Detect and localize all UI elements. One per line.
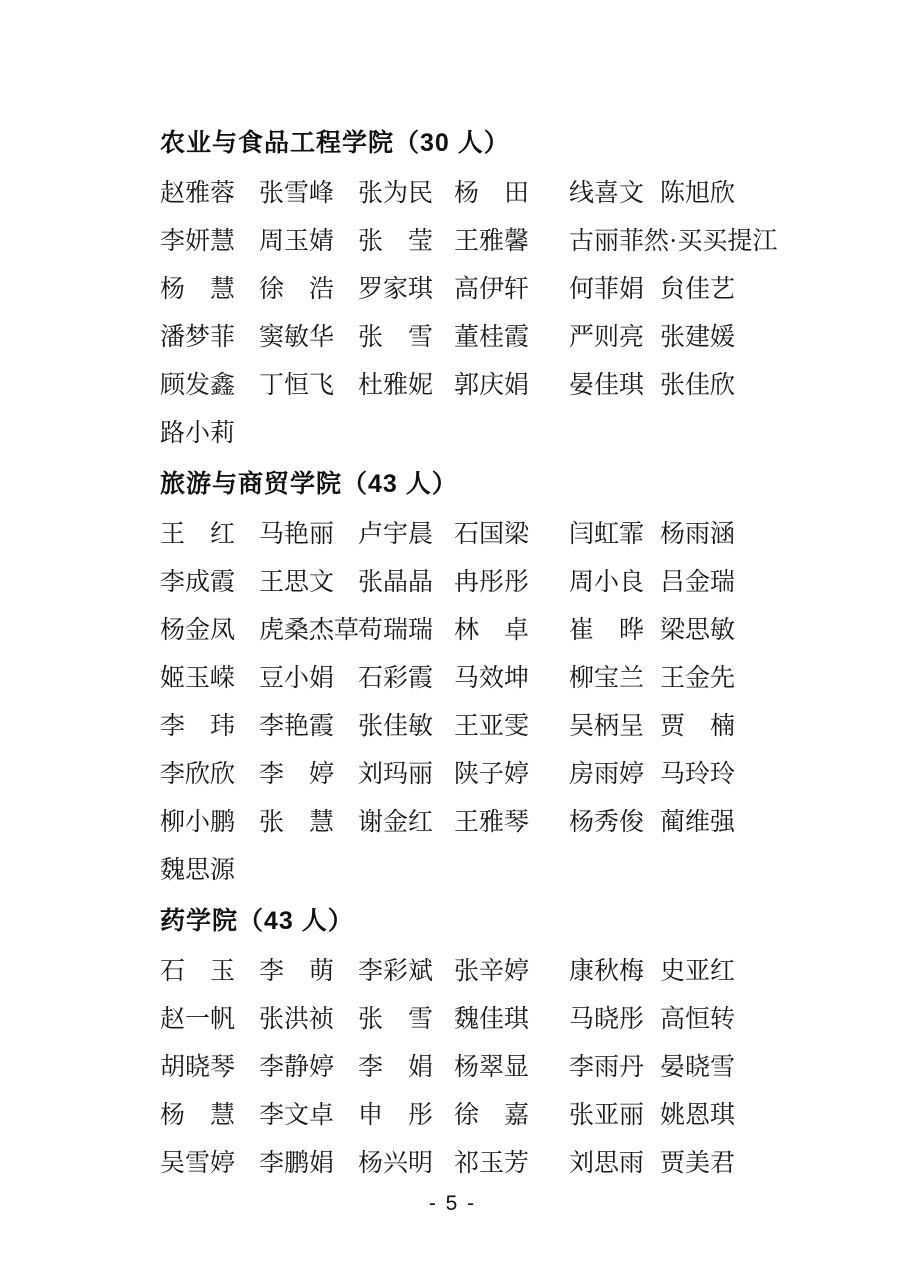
section-title: 农业与食品工程学院（30 人） — [160, 129, 510, 157]
name-row — [160, 959, 820, 1007]
student-name: 王金先 — [660, 665, 736, 692]
student-name: 李彩斌 — [358, 958, 434, 985]
student-name: 李鹏娟 — [259, 1150, 335, 1177]
student-name: 柳宝兰 — [569, 665, 645, 692]
student-name: 赵雅蓉 — [160, 180, 236, 207]
student-name: 贾美君 — [660, 1150, 736, 1177]
section-title: 药学院（43 人） — [160, 907, 354, 935]
student-name: 胡晓琴 — [160, 1054, 236, 1081]
name-row — [160, 421, 820, 469]
name-row — [160, 522, 820, 570]
student-name: 房雨婷 — [569, 761, 645, 788]
student-name: 张佳欣 — [660, 372, 736, 399]
student-name: 吴柄呈 — [569, 713, 645, 740]
student-name: 杨翠显 — [454, 1054, 530, 1081]
student-name: 梁思敏 — [660, 617, 736, 644]
student-name: 魏思源 — [160, 857, 236, 884]
name-row — [160, 762, 820, 810]
student-name: 晏佳琪 — [569, 372, 645, 399]
name-list-content — [160, 128, 820, 1199]
student-name: 崔 晔 — [569, 617, 645, 644]
student-name: 张晶晶 — [358, 569, 434, 596]
student-name: 郭庆娟 — [454, 372, 530, 399]
student-name: 刘思雨 — [569, 1150, 645, 1177]
student-name: 张辛婷 — [454, 958, 530, 985]
student-name: 苟瑞瑞 — [358, 617, 434, 644]
name-row — [160, 373, 820, 421]
student-name: 周小良 — [569, 569, 645, 596]
student-name: 陈旭欣 — [660, 180, 736, 207]
student-name: 卢宇晨 — [358, 521, 434, 548]
college-section — [160, 128, 820, 469]
student-name: 杨兴明 — [358, 1150, 434, 1177]
student-name: 张 莹 — [358, 228, 434, 255]
student-name: 李 玮 — [160, 713, 236, 740]
student-name: 王亚雯 — [454, 713, 530, 740]
student-name: 石 玉 — [160, 958, 236, 985]
student-name: 高恒转 — [660, 1006, 736, 1033]
name-row — [160, 181, 820, 229]
name-row — [160, 277, 820, 325]
student-name: 马玲玲 — [660, 761, 736, 788]
name-row — [160, 1007, 820, 1055]
student-name: 窦敏华 — [259, 324, 335, 351]
student-name: 柳小鹏 — [160, 809, 236, 836]
student-name: 潘梦菲 — [160, 324, 236, 351]
student-name: 石彩霞 — [358, 665, 434, 692]
student-name: 杨金凤 — [160, 617, 236, 644]
student-name: 李文卓 — [259, 1102, 335, 1129]
student-name: 冉彤彤 — [454, 569, 530, 596]
student-name: 姬玉嵘 — [160, 665, 236, 692]
student-name: 张洪祯 — [259, 1006, 335, 1033]
student-name: 王雅琴 — [454, 809, 530, 836]
student-name: 史亚红 — [660, 958, 736, 985]
student-name: 张佳敏 — [358, 713, 434, 740]
student-name: 周玉婧 — [259, 228, 335, 255]
student-name: 李静婷 — [259, 1054, 335, 1081]
student-name: 董桂霞 — [454, 324, 530, 351]
student-name: 张建媛 — [660, 324, 736, 351]
student-name: 刘玛丽 — [358, 761, 434, 788]
student-name: 马艳丽 — [259, 521, 335, 548]
name-row — [160, 666, 820, 714]
student-name: 杜雅妮 — [358, 372, 434, 399]
student-name: 石国梁 — [454, 521, 530, 548]
name-row — [160, 810, 820, 858]
student-name: 杨 慧 — [160, 276, 236, 303]
student-name: 李 萌 — [259, 958, 335, 985]
name-row — [160, 858, 820, 906]
student-name: 贾 楠 — [660, 713, 736, 740]
student-name: 闫虹霏 — [569, 521, 645, 548]
student-name: 杨 田 — [454, 180, 530, 207]
student-name: 王思文 — [259, 569, 335, 596]
student-name: 李 娟 — [358, 1054, 434, 1081]
student-name: 罗家琪 — [358, 276, 434, 303]
student-name: 晏晓雪 — [660, 1054, 736, 1081]
student-name: 杨秀俊 — [569, 809, 645, 836]
page-number: - 5 - — [428, 1192, 477, 1215]
student-name: 吴雪婷 — [160, 1150, 236, 1177]
student-name: 魏佳琪 — [454, 1006, 530, 1033]
name-row — [160, 570, 820, 618]
name-row — [160, 714, 820, 762]
student-name: 贠佳艺 — [660, 276, 736, 303]
student-name: 张亚丽 — [569, 1102, 645, 1129]
student-name: 李妍慧 — [160, 228, 236, 255]
student-name: 陕子婷 — [454, 761, 530, 788]
student-name: 路小莉 — [160, 420, 236, 447]
student-name: 申 彤 — [358, 1102, 434, 1129]
student-name: 王雅馨 — [454, 228, 530, 255]
student-name: 祁玉芳 — [454, 1150, 530, 1177]
student-name: 杨雨涵 — [660, 521, 736, 548]
student-name: 豆小娟 — [259, 665, 335, 692]
student-name: 李成霞 — [160, 569, 236, 596]
name-row — [160, 618, 820, 666]
student-name: 虎桑杰草 — [259, 617, 360, 644]
student-name: 马效坤 — [454, 665, 530, 692]
student-name: 严则亮 — [569, 324, 645, 351]
student-name: 徐 浩 — [259, 276, 335, 303]
student-name: 张 慧 — [259, 809, 335, 836]
student-name: 顾发鑫 — [160, 372, 236, 399]
student-name: 张 雪 — [358, 1006, 434, 1033]
student-name: 高伊轩 — [454, 276, 530, 303]
student-name: 王 红 — [160, 521, 236, 548]
student-name: 马晓彤 — [569, 1006, 645, 1033]
name-row — [160, 325, 820, 373]
name-row — [160, 1103, 820, 1151]
student-name: 李欣欣 — [160, 761, 236, 788]
student-name: 丁恒飞 — [259, 372, 335, 399]
student-name: 线喜文 — [569, 180, 645, 207]
name-row — [160, 229, 820, 277]
student-name: 李艳霞 — [259, 713, 335, 740]
student-name: 古丽菲然·买买提江 — [569, 228, 778, 255]
student-name: 吕金瑞 — [660, 569, 736, 596]
student-name: 徐 嘉 — [454, 1102, 530, 1129]
student-name: 李 婷 — [259, 761, 335, 788]
student-name: 蔺维强 — [660, 809, 736, 836]
college-section — [160, 906, 820, 1199]
student-name: 李雨丹 — [569, 1054, 645, 1081]
student-name: 张雪峰 — [259, 180, 335, 207]
name-row — [160, 1055, 820, 1103]
student-name: 康秋梅 — [569, 958, 645, 985]
student-name: 何菲娟 — [569, 276, 645, 303]
student-name: 赵一帆 — [160, 1006, 236, 1033]
student-name: 谢金红 — [358, 809, 434, 836]
student-name: 杨 慧 — [160, 1102, 236, 1129]
student-name: 张 雪 — [358, 324, 434, 351]
section-title: 旅游与商贸学院（43 人） — [160, 470, 458, 498]
student-name: 姚恩琪 — [660, 1102, 736, 1129]
college-section — [160, 469, 820, 906]
student-name: 张为民 — [358, 180, 434, 207]
student-name: 林 卓 — [454, 617, 530, 644]
